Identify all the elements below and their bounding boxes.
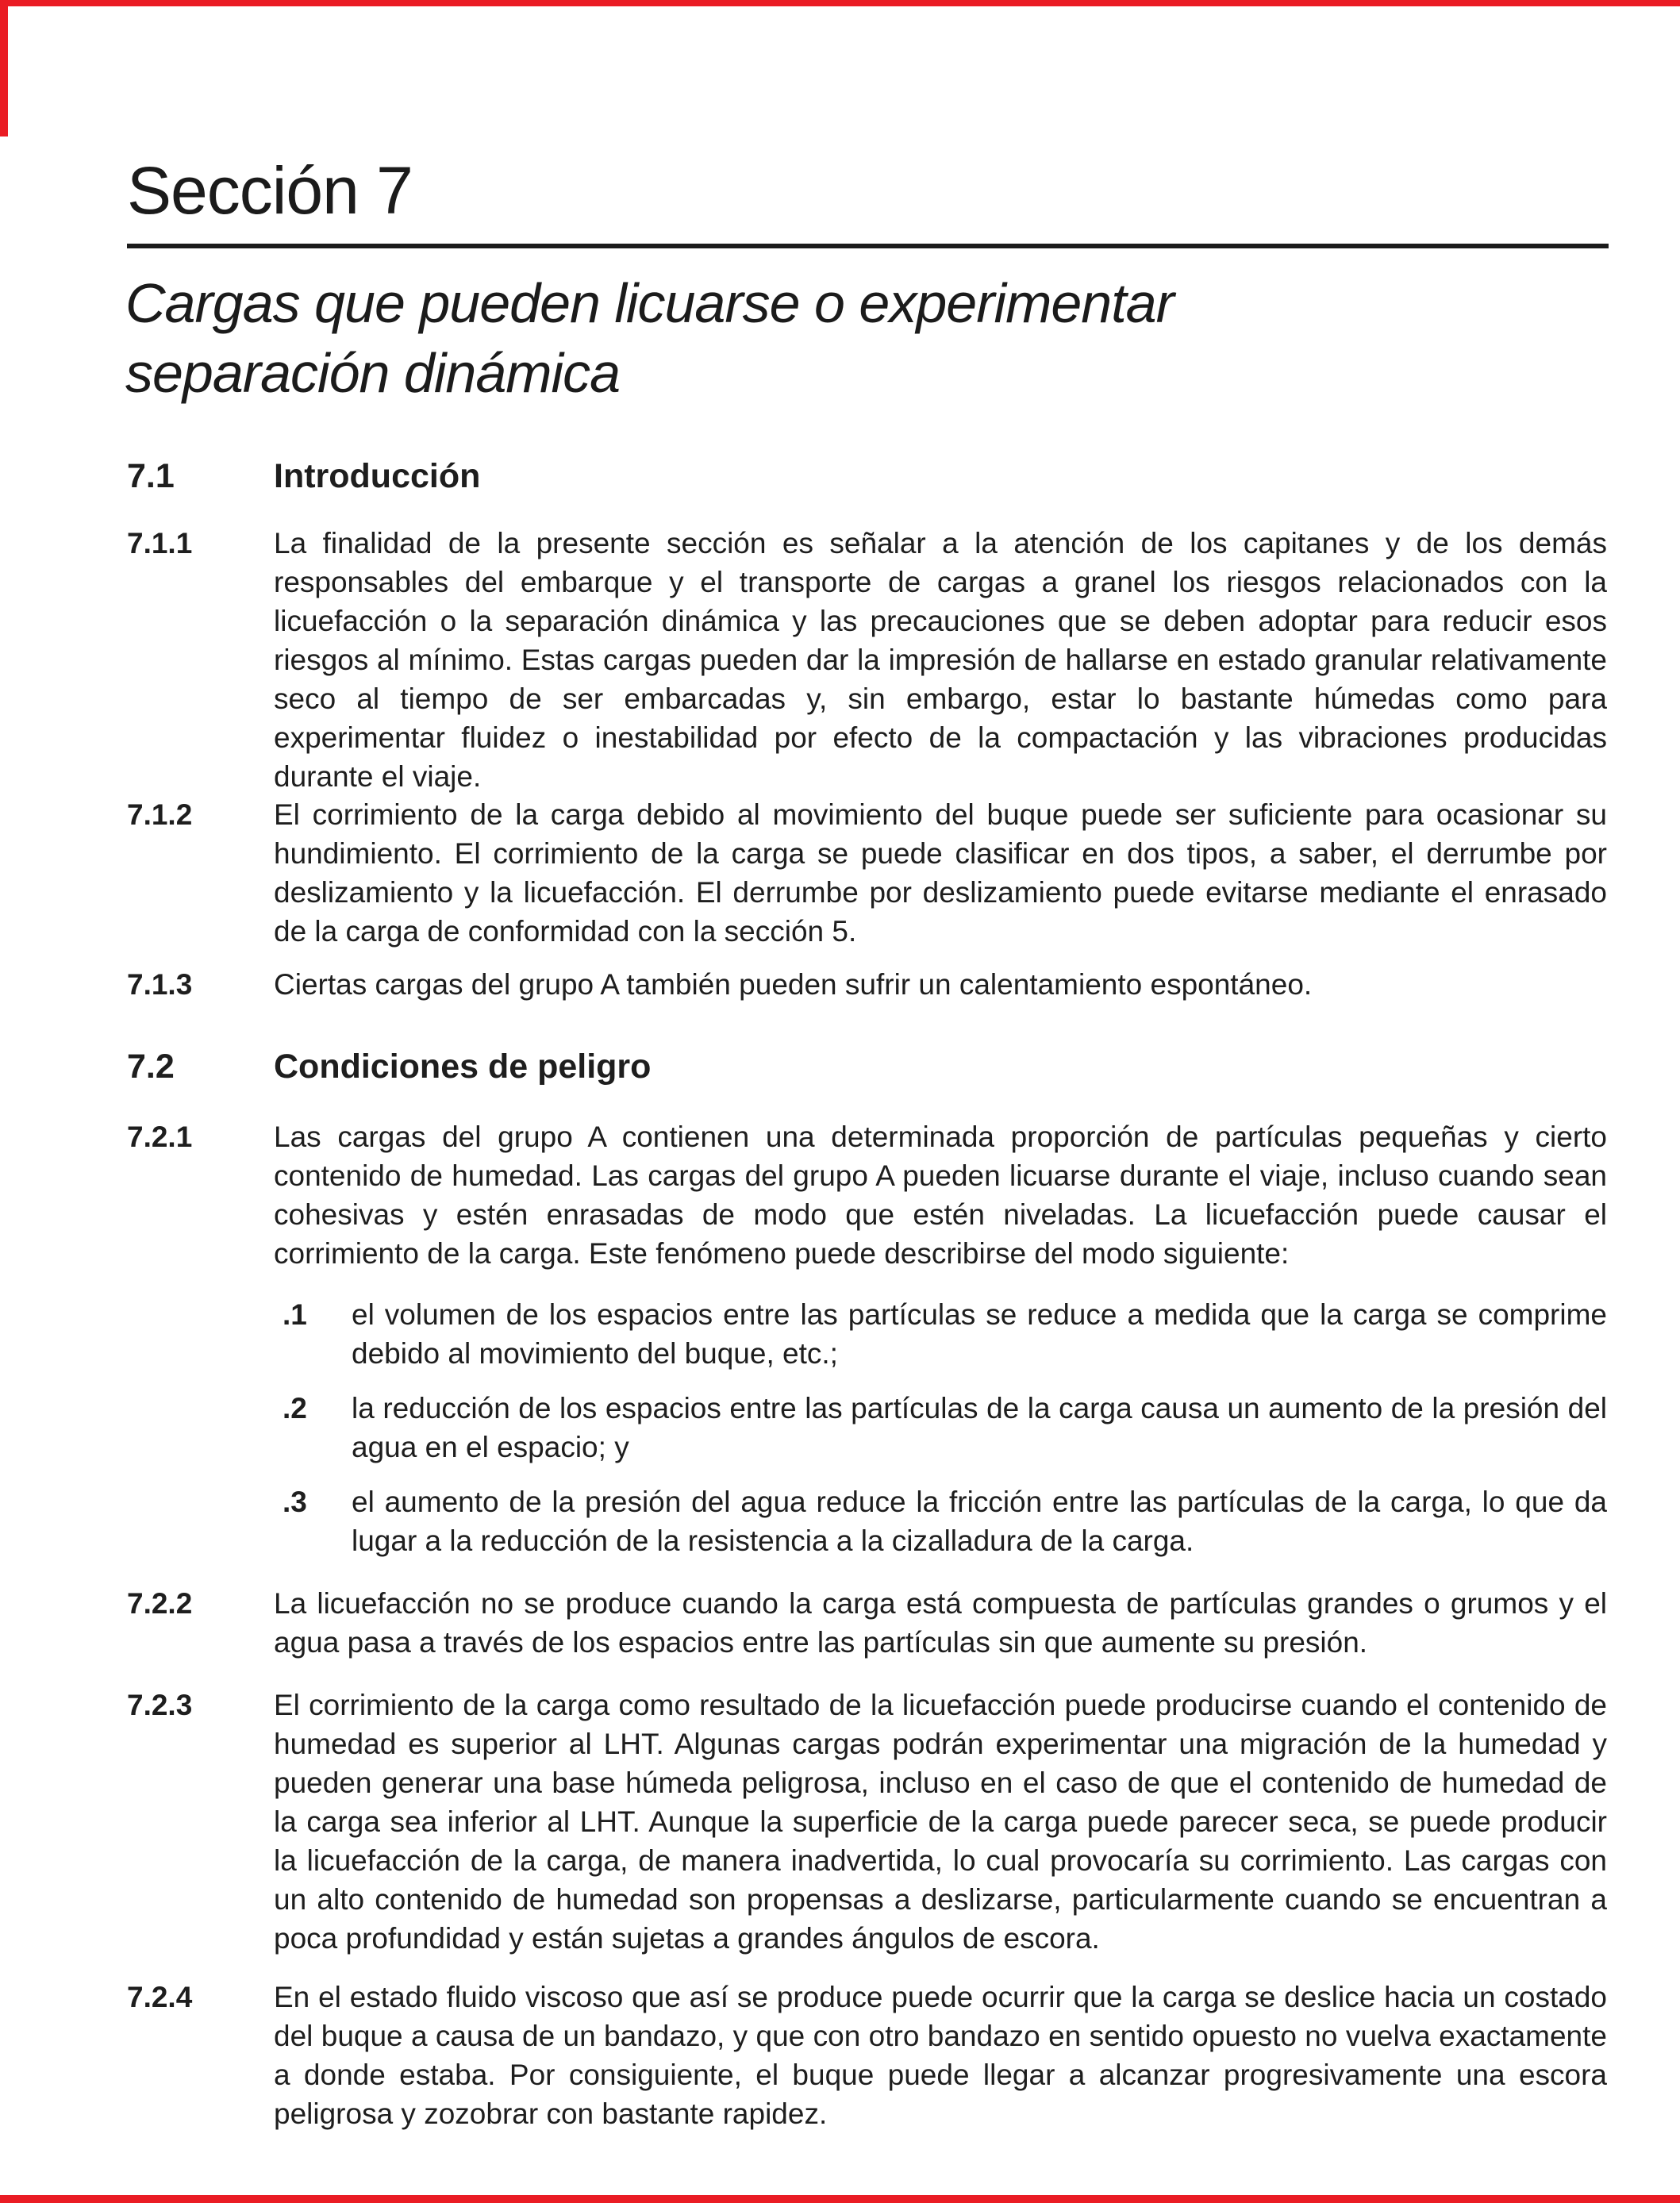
heading-number: 7.2 [127, 1048, 175, 1086]
paragraph-text: La licuefacción no se produce cuando la carga está compuesta de partículas grandes o grumos y el agua pasa a través de los espacios entre las partículas sin que aumente su presión. [274, 1587, 1607, 1659]
list-item-1 [283, 1295, 1607, 1373]
paragraph-7-2-2 [127, 1584, 1607, 1662]
paragraph-7-1-2 [127, 795, 1607, 951]
paragraph-text: Las cargas del grupo A contienen una determinada proporción de partículas pequeñas y cierto contenido de humedad. Las cargas del grupo A pueden licuarse durante el viaje, incluso cuando sean cohesivas y estén enrasadas de modo que estén niveladas. La licuefacción puede causar el corrimiento de la carga. Este fenómeno puede describirse del modo siguiente: [274, 1121, 1607, 1270]
paragraph-7-1-1 [127, 524, 1607, 796]
paragraph-text: El corrimiento de la carga debido al movimiento del buque puede ser suficiente para ocasionar su hundimiento. El corrimiento de la carga se puede clasificar en dos tipos, a saber, el derrumbe por deslizamiento y la licuefacción. El derrumbe por deslizamiento puede evitarse mediante el enrasado de la carga de conformidad con la sección 5. [274, 798, 1607, 948]
heading-label: Condiciones de peligro [274, 1048, 652, 1086]
paragraph-7-2-4 [127, 1978, 1607, 2133]
heading-label: Introducción [274, 457, 481, 495]
paragraph-text: La finalidad de la presente sección es señalar a la atención de los capitanes y de los demás responsables del embarque y el transporte de cargas a granel los riesgos relacionados con la licuefacción o la separación dinámica y las precauciones que se deben adoptar para reducir esos riesgos al mínimo. Estas cargas pueden dar la impresión de hallarse en estado granular relativamente seco al tiempo de ser embarcadas y, sin embargo, estar lo bastante húmedas como para experimentar fluidez o inestabilidad por efecto de la compactación y las vibraciones producidas durante el viaje. [274, 527, 1607, 793]
heading-7-2 [127, 1046, 1607, 1087]
paragraph-number: 7.2.1 [127, 1121, 193, 1153]
list-item-marker: .2 [283, 1392, 307, 1424]
bottom-edge-marker [0, 2195, 1680, 2203]
list-item-3 [283, 1482, 1607, 1560]
paragraph-text: Ciertas cargas del grupo A también pueden sufrir un calentamiento espontáneo. [274, 968, 1313, 1001]
left-edge-marker [0, 0, 8, 136]
paragraph-number: 7.2.4 [127, 1981, 193, 2013]
list-item-text: el volumen de los espacios entre las partículas se reduce a medida que la carga se comprime debido al movimiento del buque, etc.; [352, 1298, 1607, 1370]
section-number-heading: Sección 7 [127, 153, 413, 228]
list-item-marker: .1 [283, 1298, 307, 1331]
paragraph-number: 7.2.3 [127, 1689, 193, 1721]
paragraph-7-1-3 [127, 965, 1607, 1004]
chapter-title-line-1: Cargas que pueden licuarse o experimentar [125, 272, 1174, 334]
heading-7-1 [127, 456, 1607, 497]
paragraph-text: El corrimiento de la carga como resultado de la licuefacción puede producirse cuando el contenido de humedad es superior al LHT. Algunas cargas podrán experimentar una migración de la humedad y pueden generar una base húmeda peligrosa, incluso en el caso de que el contenido de humedad de la carga sea inferior al LHT. Aunque la superficie de la carga puede parecer seca, se puede producir la licuefacción de la carga, de manera inadvertida, lo cual provocaría su corrimiento. Las cargas con un alto contenido de humedad son propensas a deslizarse, particularmente cuando se encuentran a poca profundidad y están sujetas a grandes ángulos de escora. [274, 1689, 1607, 1955]
list-item-marker: .3 [283, 1486, 307, 1518]
list-item-text: la reducción de los espacios entre las partículas de la carga causa un aumento de la presión del agua en el espacio; y [352, 1392, 1607, 1463]
list-item-2 [283, 1389, 1607, 1467]
heading-rule [127, 244, 1609, 248]
paragraph-7-2-3 [127, 1686, 1607, 1958]
chapter-title-line-2: separación dinámica [125, 342, 621, 404]
paragraph-text: En el estado fluido viscoso que así se produce puede ocurrir que la carga se deslice hacia un costado del buque a causa de un bandazo, y que con otro bandazo en sentido opuesto no vuelva exactamente a donde estaba. Por consiguiente, el buque puede llegar a alcanzar progresivamente una escora peligrosa y zozobrar con bastante rapidez. [274, 1981, 1607, 2130]
chapter-title [125, 268, 1174, 408]
list-item-text: el aumento de la presión del agua reduce la fricción entre las partículas de la carga, lo que da lugar a la reducción de la resistencia a la cizalladura de la carga. [352, 1486, 1607, 1557]
paragraph-number: 7.1.3 [127, 968, 193, 1001]
paragraph-number: 7.1.1 [127, 527, 193, 559]
paragraph-7-2-1 [127, 1117, 1607, 1273]
heading-number: 7.1 [127, 457, 175, 495]
paragraph-number: 7.2.2 [127, 1587, 193, 1620]
paragraph-number: 7.1.2 [127, 798, 193, 831]
top-edge-marker [0, 0, 1680, 6]
